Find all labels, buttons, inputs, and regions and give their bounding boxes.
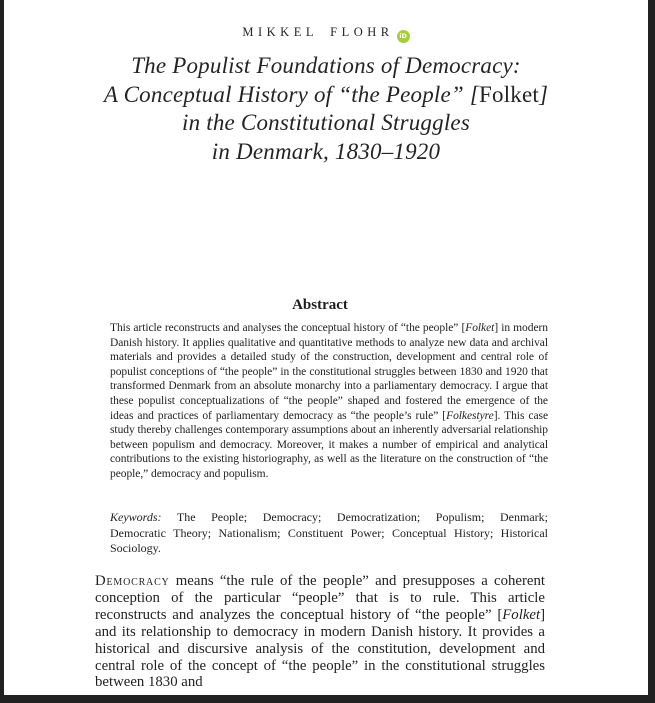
abstract-text — [110, 321, 548, 482]
abstract-folkestyre-term: Folkestyre — [446, 409, 494, 422]
keywords-list: The People; Democracy; Democratization; Populism; Denmark; Democratic Theory; Nationalism; Constituent Power; Conceptual History; Historical Sociology. — [110, 510, 548, 555]
body-seg-3: ] and its relationship to democracy in modern Danish history. It provides a historical and discursive analysis of the constitution, development and central role of the concept of “the people” in the constitutional struggles between 1830 and — [95, 606, 545, 691]
body-folket-term: Folket — [502, 606, 541, 623]
orcid-icon[interactable]: iD — [397, 30, 410, 43]
title-line-2 — [4, 81, 648, 110]
page-edge-right — [648, 0, 655, 703]
abstract-seg-3: ] in modern Danish history. It applies qualitative and quantitative methods to analyze new data and archival materials and provides a detailed study of the construction, development and central role of populist conceptions of “the people” in the constitutional struggles between 1830 and 1920 that transformed Denmark from an absolute monarchy into a parliamentary democracy. I argue that these populist conceptualizations of “the people” shaped and fostered the emergence of the ideas and practices of parliamentary democracy as “the people’s rule” [ — [110, 322, 548, 422]
abstract-folket-term: Folket — [465, 322, 495, 334]
keywords-label: Keywords: — [110, 510, 162, 524]
body-paragraph — [95, 573, 545, 691]
keywords-block — [110, 510, 548, 557]
abstract-seg-5: ]. This case study thereby challenges contemporary assumptions about an inherently adversarial relationship between populism and democracy. Moreover, it makes a number of empirical and analytical contributions to the existing historiography, as well as the literature on the construction of “the people,” democracy and populism. — [110, 409, 548, 480]
article-title — [4, 52, 648, 166]
title-line-3: in the Constitutional Struggles — [182, 110, 470, 135]
title-line-2-post: ] — [538, 81, 549, 107]
body-seg-1: means “the rule of the people” and presupposes a coherent conception of the particular “people” that is to rule. This article reconstructs and analyzes the conceptual history of “the people” [ — [95, 573, 545, 623]
abstract-heading: Abstract — [292, 297, 348, 313]
title-line-4: in Denmark, 1830–1920 — [211, 138, 441, 164]
body-lead-word: Democracy — [95, 573, 170, 589]
title-line-1: The Populist Foundations of Democracy: — [131, 53, 521, 78]
title-line-2-pre: A Conceptual History of “the People” [ — [103, 81, 479, 107]
author-line — [4, 25, 648, 43]
author-name: MIKKEL FLOHR — [242, 25, 394, 39]
title-folket-term: Folket — [479, 81, 539, 107]
abstract-seg-1: This article reconstructs and analyses the conceptual history of “the people” [ — [110, 322, 466, 334]
page-edge-bottom — [0, 695, 655, 703]
